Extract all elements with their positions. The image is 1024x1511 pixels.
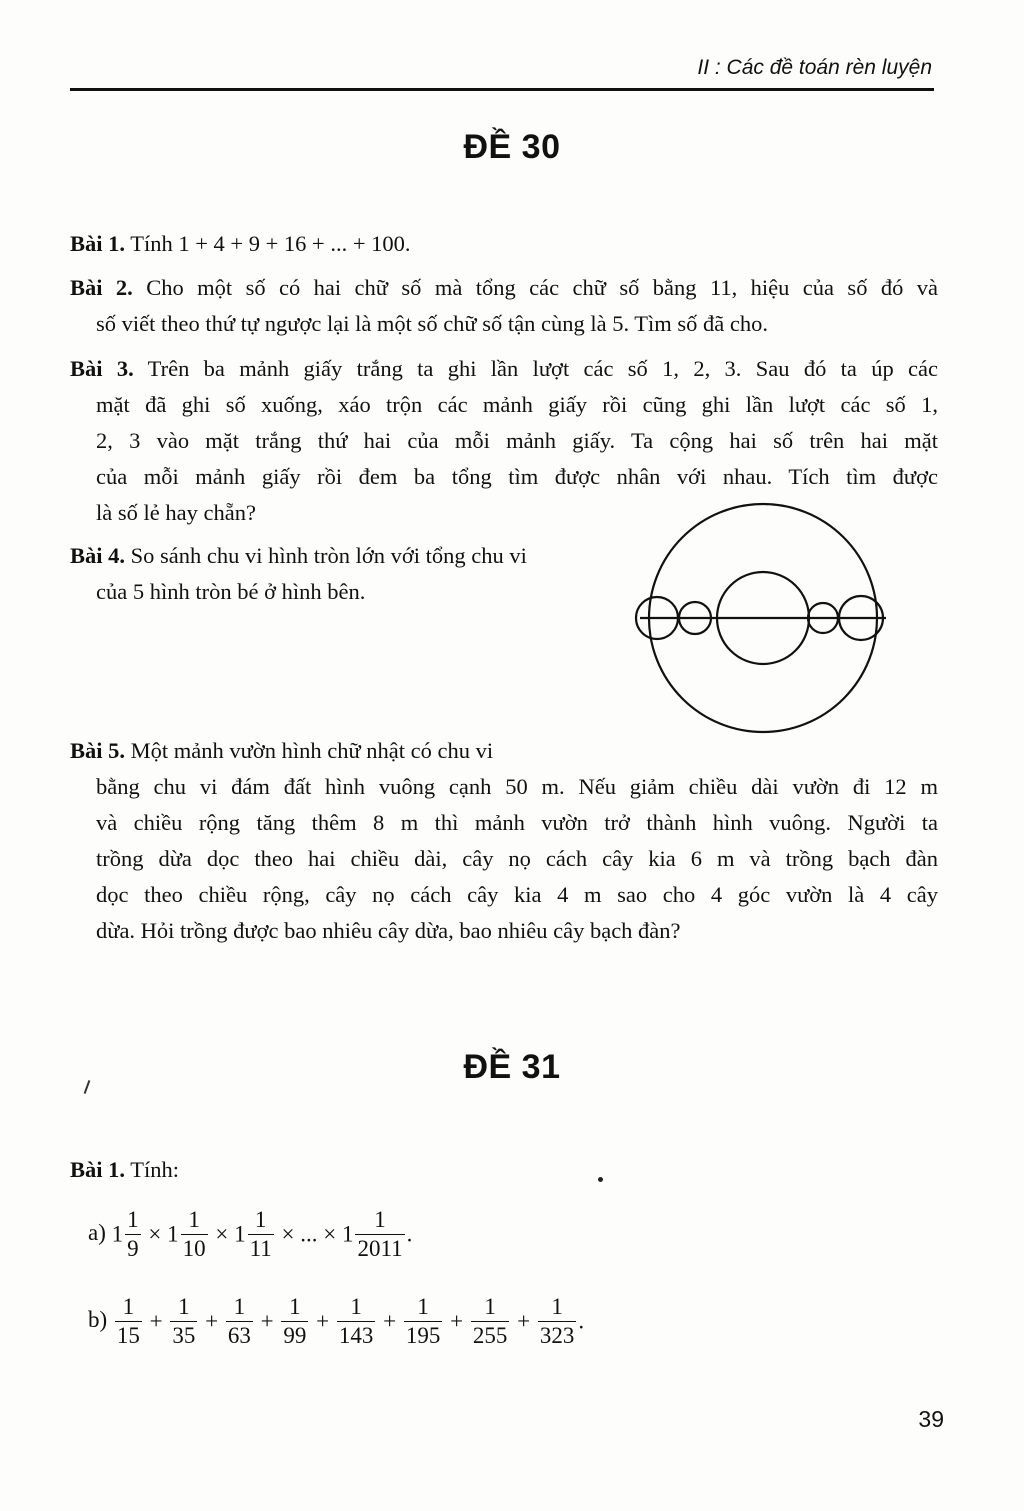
mixed-fraction-den: 11 bbox=[249, 1236, 272, 1262]
expr-a-label: a) bbox=[88, 1219, 106, 1245]
unit-fraction-num: 1 bbox=[337, 1295, 376, 1322]
mixed-fraction bbox=[355, 1208, 404, 1261]
unit-fraction-den: 99 bbox=[283, 1323, 307, 1349]
bai4-label: Bài 4. bbox=[70, 543, 126, 568]
bai2-label: Bài 2. bbox=[70, 275, 133, 300]
exam-title-30: ĐỀ 30 bbox=[463, 128, 561, 166]
de31-bai1-label: Bài 1. bbox=[70, 1157, 126, 1182]
unit-fraction bbox=[337, 1295, 376, 1348]
plus-sign: + bbox=[511, 1308, 536, 1334]
circles-figure bbox=[630, 500, 900, 740]
period: . bbox=[578, 1308, 585, 1334]
bai5-line6: dừa. Hỏi trồng được bao nhiêu cây dừa, bao nhiêu cây bạch đàn? bbox=[96, 918, 681, 943]
exam-title-31: ĐỀ 31 bbox=[463, 1048, 561, 1086]
expression-a bbox=[88, 1208, 956, 1261]
bai3-line2: mặt đã ghi số xuống, xáo trộn các mảnh giấy rồi cũng ghi lần lượt các số 1, bbox=[96, 392, 938, 417]
header-rule bbox=[70, 88, 934, 91]
de30-bai4 bbox=[70, 538, 630, 610]
unit-fraction-den: 255 bbox=[472, 1323, 508, 1349]
bai3-line3: 2, 3 vào mặt trắng thứ hai của mỗi mảnh giấy. Ta cộng hai số trên hai mặt bbox=[96, 428, 938, 453]
unit-fraction bbox=[404, 1295, 443, 1348]
bai3-line1: Trên ba mảnh giấy trắng ta ghi lần lượt các số 1, 2, 3. Sau đó ta úp các bbox=[147, 356, 938, 381]
de31-bai1-text: Tính: bbox=[130, 1157, 179, 1182]
expression-b bbox=[88, 1295, 956, 1348]
times-sign: × bbox=[275, 1221, 301, 1247]
bai5-line5: dọc theo chiều rộng, cây nọ cách cây kia 4 m sao cho 4 góc vườn là 4 cây bbox=[96, 882, 938, 907]
bai4-line2: của 5 hình tròn bé ở hình bên. bbox=[96, 579, 366, 604]
times-sign: × bbox=[317, 1221, 342, 1247]
unit-fraction-den: 63 bbox=[227, 1323, 251, 1349]
bai2-line1: Cho một số có hai chữ số mà tổng các chữ số bằng 11, hiệu của số đó và bbox=[146, 275, 939, 300]
bai4-line1: So sánh chu vi hình tròn lớn với tổng chu vi bbox=[130, 543, 527, 568]
unit-fraction bbox=[281, 1295, 308, 1348]
de30-bai2 bbox=[70, 270, 938, 342]
unit-fraction bbox=[226, 1295, 253, 1348]
bai1-label: Bài 1. bbox=[70, 231, 126, 256]
times-sign: × bbox=[142, 1221, 168, 1247]
mixed-fraction bbox=[125, 1208, 141, 1261]
unit-fraction-num: 1 bbox=[404, 1295, 443, 1322]
mixed-fraction-den: 9 bbox=[127, 1236, 139, 1262]
bai3-label: Bài 3. bbox=[70, 356, 134, 381]
mixed-whole: 1 bbox=[341, 1221, 354, 1247]
unit-fraction-den: 195 bbox=[405, 1323, 441, 1349]
unit-fraction-den: 15 bbox=[116, 1323, 140, 1349]
bai5-line3: và chiều rộng tăng thêm 8 m thì mảnh vườn trở thành hình vuông. Người ta bbox=[96, 810, 938, 835]
mixed-whole: 1 bbox=[234, 1221, 246, 1247]
unit-fraction-num: 1 bbox=[538, 1295, 577, 1322]
times-sign: × bbox=[209, 1221, 235, 1247]
plus-sign: + bbox=[199, 1308, 224, 1334]
unit-fraction-num: 1 bbox=[115, 1295, 142, 1322]
expr-b-label: b) bbox=[88, 1306, 108, 1332]
de30-bai5 bbox=[70, 733, 938, 949]
unit-fraction-den: 143 bbox=[338, 1323, 374, 1349]
de31-bai1 bbox=[70, 1152, 938, 1188]
unit-fraction bbox=[170, 1295, 197, 1348]
page-number: 39 bbox=[918, 1406, 944, 1432]
bai5-line4: trồng dừa dọc theo hai chiều dài, cây nọ cách cây kia 6 m và trồng bạch đàn bbox=[96, 846, 938, 871]
plus-sign: + bbox=[143, 1308, 169, 1334]
period: . bbox=[406, 1221, 413, 1247]
bai3-line4: của mỗi mảnh giấy rồi đem ba tổng tìm được nhân với nhau. Tích tìm được bbox=[96, 464, 938, 489]
plus-sign: + bbox=[310, 1308, 335, 1334]
unit-fraction bbox=[538, 1295, 577, 1348]
unit-fraction-den: 35 bbox=[172, 1323, 196, 1349]
unit-fraction bbox=[115, 1295, 142, 1348]
unit-fraction-den: 323 bbox=[539, 1323, 575, 1349]
unit-fraction-num: 1 bbox=[170, 1295, 197, 1322]
mixed-fraction bbox=[181, 1208, 208, 1261]
bai5-line2: bằng chu vi đám đất hình vuông cạnh 50 m. Nếu giảm chiều dài vườn đi 12 m bbox=[96, 774, 938, 799]
plus-sign: + bbox=[377, 1308, 402, 1334]
de30-bai1 bbox=[70, 226, 938, 262]
mixed-fraction-den: 2011 bbox=[357, 1236, 403, 1262]
mixed-whole: 1 bbox=[111, 1221, 124, 1247]
mixed-fraction-num: 1 bbox=[181, 1208, 208, 1235]
bai5-label: Bài 5. bbox=[70, 738, 126, 763]
plus-sign: + bbox=[254, 1308, 280, 1334]
section-header: II : Các đề toán rèn luyện bbox=[697, 56, 932, 79]
ellipsis: ... bbox=[300, 1221, 318, 1247]
stray-dot bbox=[598, 1177, 603, 1182]
bai1-text: Tính 1 + 4 + 9 + 16 + ... + 100. bbox=[130, 231, 411, 256]
bai5-line1: Một mảnh vườn hình chữ nhật có chu vi bbox=[130, 738, 494, 763]
expr-b-body bbox=[113, 1294, 585, 1349]
bai2-line2: số viết theo thứ tự ngược lại là một số chữ số tận cùng là 5. Tìm số đã cho. bbox=[96, 311, 769, 336]
unit-fraction-num: 1 bbox=[471, 1295, 510, 1322]
unit-fraction bbox=[471, 1295, 510, 1348]
bai3-line5: là số lẻ hay chẵn? bbox=[96, 500, 256, 525]
unit-fraction-num: 1 bbox=[226, 1295, 253, 1322]
mixed-whole: 1 bbox=[167, 1221, 179, 1247]
unit-fraction-num: 1 bbox=[281, 1295, 308, 1322]
mixed-fraction-num: 1 bbox=[355, 1208, 404, 1235]
mixed-fraction bbox=[248, 1208, 274, 1261]
mixed-fraction-den: 10 bbox=[182, 1236, 206, 1262]
mixed-fraction-num: 1 bbox=[248, 1208, 274, 1235]
plus-sign: + bbox=[444, 1308, 469, 1334]
expr-a-body bbox=[111, 1207, 413, 1262]
mixed-fraction-num: 1 bbox=[125, 1208, 141, 1235]
